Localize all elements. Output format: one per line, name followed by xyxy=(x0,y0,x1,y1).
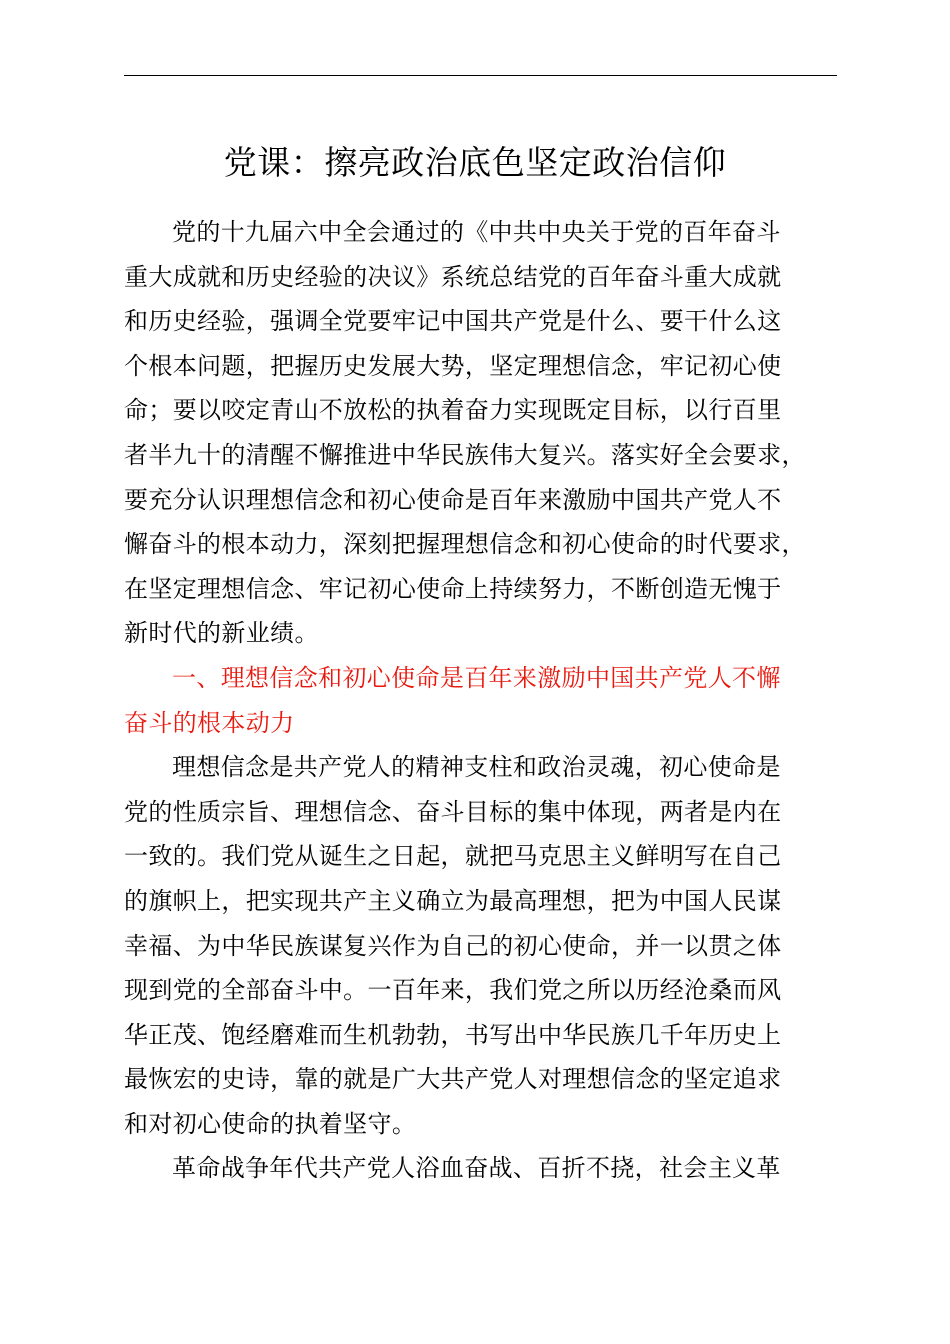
paragraph xyxy=(124,210,837,656)
heading-line: 奋斗的根本动力 xyxy=(124,708,295,737)
paragraph-line: 个根本问题，把握历史发展大势，坚定理想信念，牢记初心使 xyxy=(124,351,782,380)
heading-line: 一、理想信念和初心使命是百年来激励中国共产党人不懈 xyxy=(172,663,781,692)
paragraph-line: 最恢宏的史诗，靠的就是广大共产党人对理想信念的坚定追求 xyxy=(124,1065,782,1094)
paragraph-line: 新时代的新业绩。 xyxy=(124,619,319,648)
paragraph-line: 华正茂、饱经磨难而生机勃勃，书写出中华民族几千年历史上 xyxy=(124,1020,782,1049)
paragraph-line: 革命战争年代共产党人浴血奋战、百折不挠，社会主义革 xyxy=(172,1154,781,1183)
document-title: 党课：擦亮政治底色坚定政治信仰 xyxy=(223,143,727,182)
paragraph-line: 在坚定理想信念、牢记初心使命上持续努力，不断创造无愧于 xyxy=(124,574,782,603)
paragraph-line: 现到党的全部奋斗中。一百年来，我们党之所以历经沧桑而风 xyxy=(124,976,782,1005)
paragraph xyxy=(124,1146,837,1191)
paragraph-line: 者半九十的清醒不懈推进中华民族伟大复兴。落实好全会要求， xyxy=(124,440,806,469)
paragraph-line: 的旗帜上，把实现共产主义确立为最高理想，把为中国人民谋 xyxy=(124,886,782,915)
paragraph-line: 党的性质宗旨、理想信念、奋斗目标的集中体现，两者是内在 xyxy=(124,797,782,826)
paragraph-line: 幸福、为中华民族谋复兴作为自己的初心使命，并一以贯之体 xyxy=(124,931,782,960)
section-heading xyxy=(124,656,837,745)
header-rule xyxy=(124,75,837,76)
paragraph-line: 命；要以咬定青山不放松的执着奋力实现既定目标，以行百里 xyxy=(124,396,782,425)
paragraph-line: 和历史经验，强调全党要牢记中国共产党是什么、要干什么这 xyxy=(124,307,782,336)
paragraph-line: 和对初心使命的执着坚守。 xyxy=(124,1109,417,1138)
paragraph-line: 要充分认识理想信念和初心使命是百年来激励中国共产党人不 xyxy=(124,485,782,514)
paragraph-line: 懈奋斗的根本动力，深刻把握理想信念和初心使命的时代要求， xyxy=(124,530,806,559)
paragraph-line: 党的十九届六中全会通过的《中共中央关于党的百年奋斗 xyxy=(172,218,781,246)
paragraph-line: 重大成就和历史经验的决议》系统总结党的百年奋斗重大成就 xyxy=(124,262,782,291)
paragraph-line: 一致的。我们党从诞生之日起，就把马克思主义鲜明写在自己 xyxy=(124,842,782,871)
document-body xyxy=(124,210,837,1191)
paragraph-line: 理想信念是共产党人的精神支柱和政治灵魂，初心使命是 xyxy=(172,753,781,782)
paragraph xyxy=(124,745,837,1146)
